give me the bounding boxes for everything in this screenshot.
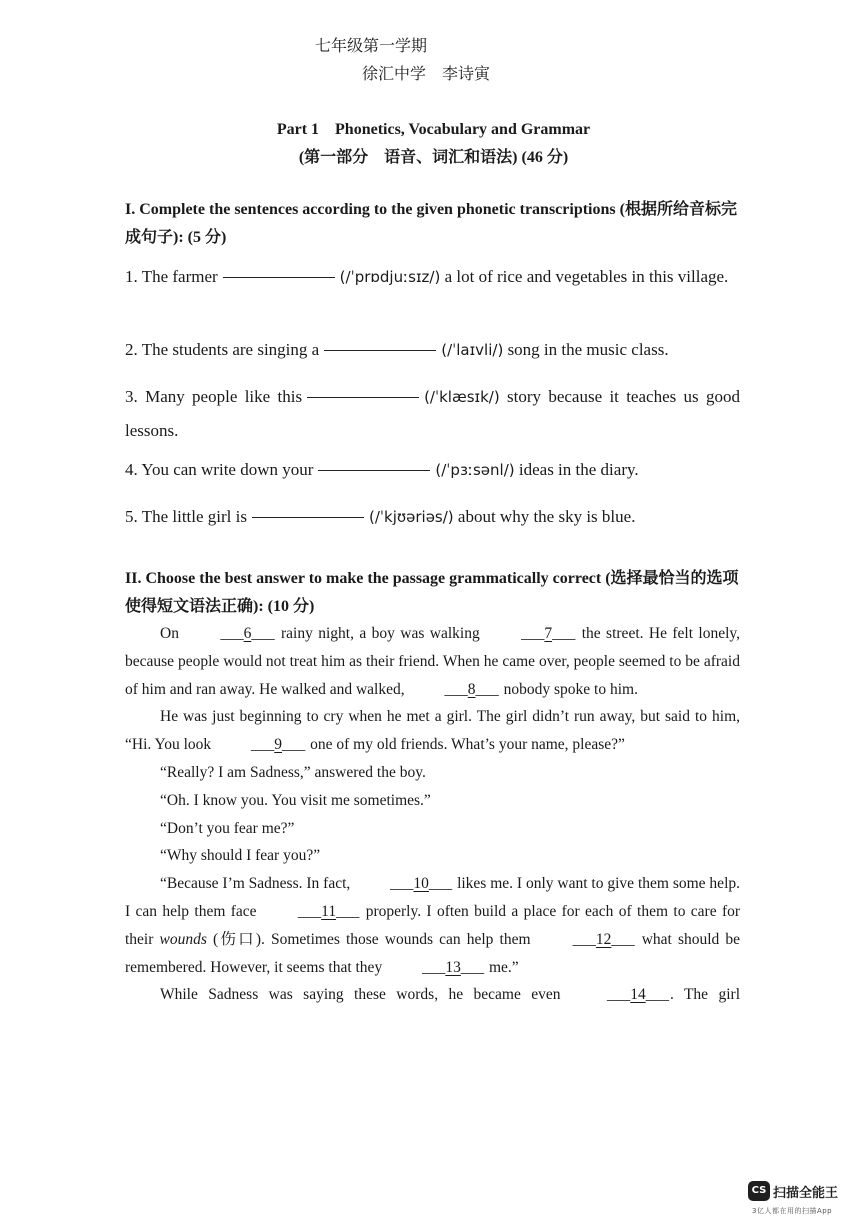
passage-text: properly. I often build a place for each of them to care for their [125,902,741,948]
phonetic-transcription: (/ˈlaɪvli/) [441,341,504,359]
passage-text: “Because I’m Sadness. In fact, [160,875,351,893]
passage-text: He was just beginning to cry when he met a girl. The girl didn’t run away, but said to him, “Hi. You look [125,708,740,754]
passage-text: While Sadness was saying these words, he became even [160,986,561,1004]
numbered-blank: ___12___ [572,930,635,948]
passage-paragraph: “Oh. I know you. You visit me sometimes.” [160,791,431,809]
passage-text: one of my old friends. What’s your name, please?” [310,736,625,754]
numbered-blank: ___6___ [220,625,275,642]
phonetic-transcription: (/ˈpɜːsənl/) [435,461,515,479]
scanner-app-name: 扫描全能王 [773,1185,839,1201]
passage-text: the street. He felt lonely, because people would not treat him as their friend. When he came over, people seemed to be afraid of him and ran away. He walked and walked, [125,625,741,698]
question-3 [125,380,740,448]
question-2 [125,333,740,367]
numbered-blank: ___9___ [251,736,306,754]
passage-text: On [160,625,179,642]
part-subtitle: (第一部分 语音、词汇和语法) (46 分) [298,149,569,166]
question-text: 2. The students are singing a [125,340,320,359]
passage-paragraph: “Really? I am Sadness,” answered the boy. [160,763,426,781]
passage-paragraph [125,981,740,1009]
question-text: 4. You can write down your [125,460,314,479]
question-4 [125,453,740,487]
passage-text: rainy night, a boy was walking [280,625,480,642]
numbered-blank: ___8___ [444,680,499,698]
question-text: about why the sky is blue. [457,507,636,526]
scanner-tagline: 3亿人都在用的扫描App [752,1207,833,1215]
phonetic-transcription: (/ˈprɒdjuːsɪz/) [339,268,441,286]
passage-paragraph: “Don’t you fear me?” [160,819,295,837]
passage-text: what should be remembered. However, it seems that they [125,930,741,976]
passage-text: me.” [488,958,519,976]
passage-paragraph [125,703,740,759]
numbered-blank: ___10___ [390,875,453,893]
answer-blank [324,349,436,351]
numbered-blank: ___13___ [422,958,485,976]
school-author-header: 徐汇中学 李诗寅 [362,66,491,83]
question-text: 5. The little girl is [125,507,247,526]
passage-text: . The girl [669,986,740,1004]
question-text: song in the music class. [507,340,669,359]
answer-blank [307,396,419,398]
answer-blank [318,469,430,471]
question-text: 3. Many people like this [125,387,303,406]
question-5 [125,500,740,534]
question-text: a lot of rice and vegetables in this village. [444,267,729,286]
grade-term-header: 七年级第一学期 [315,38,428,55]
phonetic-transcription: (/ˈklæsɪk/) [424,388,500,406]
passage-paragraph [125,620,740,703]
section2-heading: II. Choose the best answer to make the passage grammatically correct (选择最恰当的选项使得短文语法正确): (10 分) [125,570,739,615]
scanner-watermark-logo [748,1181,838,1201]
passage-paragraph: “Why should I fear you?” [160,847,321,865]
question-text: 1. The farmer [125,267,218,286]
cloze-passage [125,620,740,1009]
question-text: story because it teaches us good lessons. [125,387,740,440]
passage-paragraph [125,870,740,981]
numbered-blank: ___11___ [297,902,360,920]
question-text: ideas in the diary. [518,460,639,479]
question-1 [125,260,740,294]
answer-blank [223,276,335,278]
passage-text: likes me. I only want to give them some help. I can help them face [125,875,740,920]
part-title: Part 1 Phonetics, Vocabulary and Grammar [276,121,591,138]
passage-text: nobody spoke to him. [503,680,638,698]
italic-word: wounds [159,930,207,948]
cs-logo-icon: CS [748,1181,770,1201]
numbered-blank: ___14___ [606,986,669,1004]
passage-text: (伤口). Sometimes those wounds can help them [213,930,531,948]
numbered-blank: ___7___ [521,625,576,642]
section1-heading: I. Complete the sentences according to the given phonetic transcriptions (根据所给音标完成句子): (5 分) [125,201,737,246]
phonetic-transcription: (/ˈkjʊəriəs/) [368,508,454,526]
answer-blank [252,516,364,518]
